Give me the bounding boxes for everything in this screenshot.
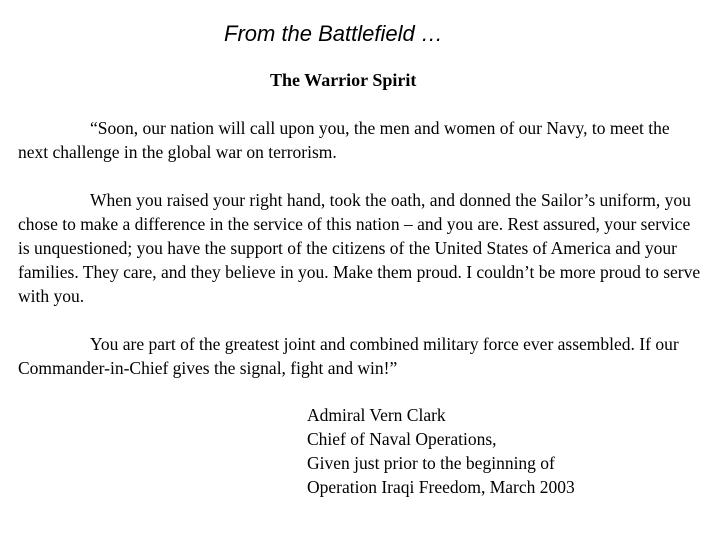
signature-title: Chief of Naval Operations,: [307, 429, 497, 449]
signature-name: Admiral Vern Clark: [307, 405, 446, 425]
quote-title: The Warrior Spirit: [270, 70, 417, 90]
signature-block: [307, 403, 575, 499]
quote-paragraph-2: When you raised your right hand, took the oath, and donned the Sailor’s uniform, you chose to make a difference in the service of this nation – and you are. Rest assured, your service is unquestioned; you have the support of the citizens of the United States of America and your families. They care, and they believe in you. Make them proud. I couldn’t be more proud to serve with you.: [18, 190, 701, 306]
page-heading: From the Battlefield …: [224, 21, 443, 46]
quote-paragraph-1: “Soon, our nation will call upon you, the men and women of our Navy, to meet the next challenge in the global war on terrorism.: [18, 118, 670, 162]
signature-context-line-2: Operation Iraqi Freedom, March 2003: [307, 477, 575, 497]
signature-context-line-1: Given just prior to the beginning of: [307, 453, 555, 473]
quote-paragraph-3: You are part of the greatest joint and combined military force ever assembled. If our Commander-in-Chief gives the signal, fight and win!”: [18, 334, 679, 378]
quote-body: [18, 116, 704, 404]
